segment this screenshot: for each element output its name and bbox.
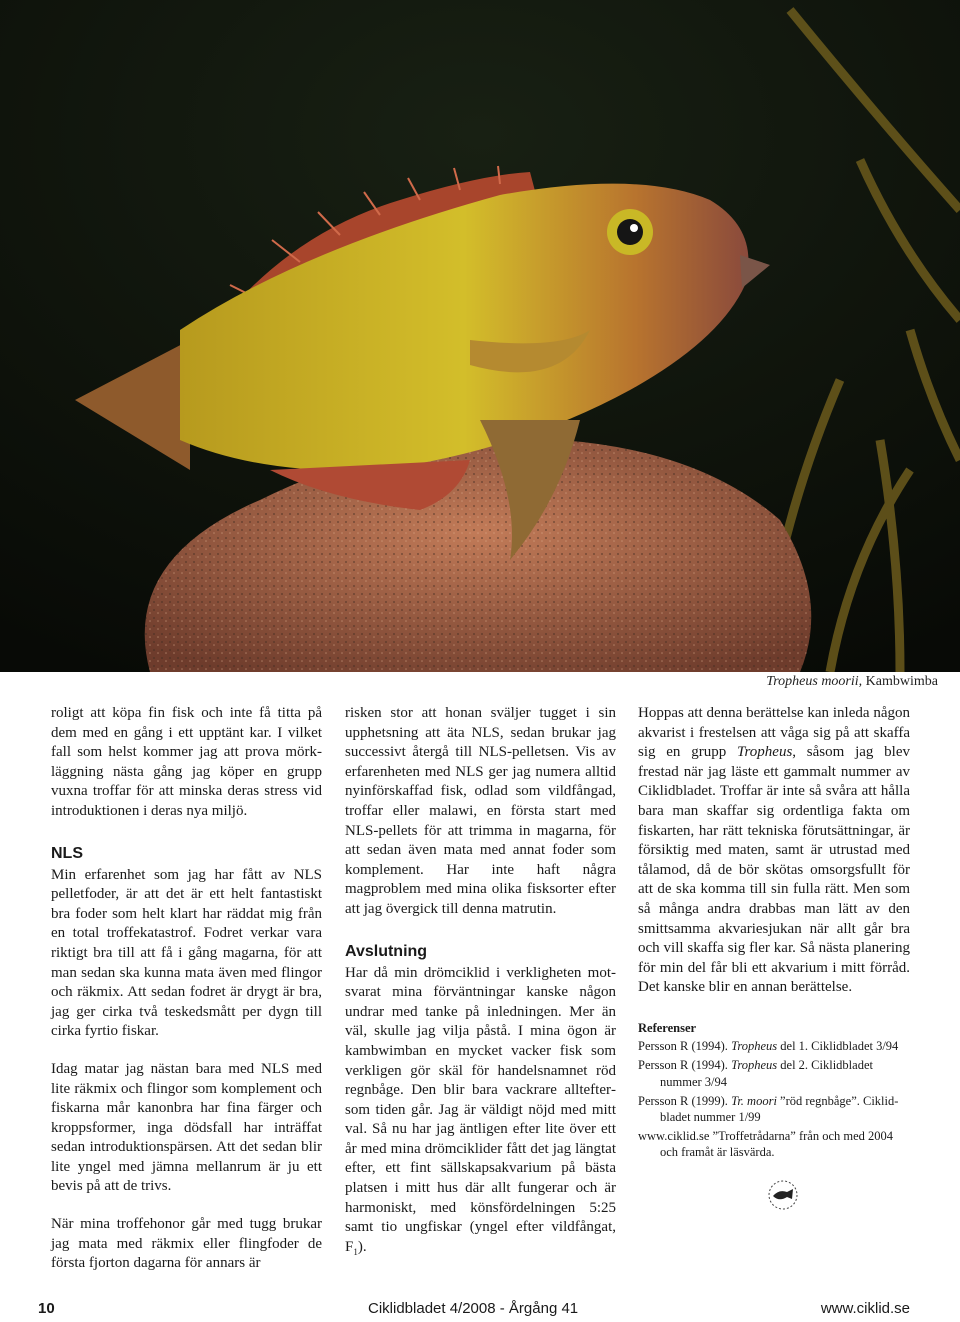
paragraph: När mina troffehonor går med tugg brukar jag mata med räkmix eller flingfoder de första fjorton dagarna för annars är <box>51 1216 322 1272</box>
website-link[interactable]: www.ciklid.se <box>820 1300 910 1317</box>
paragraph: risken stor att honan sväljer tugget i sin upphetsning att äta NLS, sedan brukar jag successivt återgå till NLS-pelletsen. Vis av erfarenheten med NLS ger jag numera alltid nyinförskaffad fisk, odlad som vildfångad, troffar eller malawi, en första start med NLS-pellets för att trimma in magarna, för att sedan även mata med annat foder som komplement. Har inte haft några magproblem med mina olika fisksorter efter att jag övergick till denna matrutin. <box>345 705 616 917</box>
reference-item: Persson R (1999). Tr. moori ”röd regnbåge”. Ciklidbladet nummer 1/99 <box>638 1093 899 1124</box>
paragraph: roligt att köpa fin fisk och inte få titta på dem med en gång i ett upptänt kar. I vilket fall som helst kommer jag att prova mörkläggning nästa gång jag köper en grupp vuxna troffar för att minska deras stress vid introduktionen i deras nya miljö. <box>51 705 322 819</box>
magazine-issue: Ciklidbladet 4/2008 - Årgång 41 <box>368 1300 579 1317</box>
paragraph: Min erfarenhet som jag har fått av NLS pelletfoder, är att det är ett helt fantastiskt bra foder som helt klart har räddat mig från en total troffekatastrof. Fodret verkar vara riktigt bra till att få i gång magarna, för att man sedan ska kunna mata även med flingor och räkmix. Att sedan fodret är drygt är bra, jag ger cirka två teskedsmått per dygn till cirka fyrtio fiskar. <box>51 866 322 1040</box>
reference-item: www.ciklid.se ”Troffetrådarna” från och med 2004 och framåt är läsvärda. <box>638 1129 894 1160</box>
references-title: Referenser <box>638 1020 697 1035</box>
paragraph: Hoppas att denna berättelse kan inleda någon akvarist i frestelsen att våga sig på att skaffa sig en grupp Tropheus, såsom jag blev frestad när jag läste ett gammalt nummer av Ciklidbladet. Troffar är inte så svåra att hålla bara man skaffar sig ordentliga fakta om fiskarten, har rätt tekniska förutsättningar, är försiktig med maten, samt är utrustad med tålamod, då de bör skötas omsorgsfullt för att de ska komma till sin fulla rätt. Men som så många andra drabbas man lätt av den smittsamma akvariesjukan när allt går bra och vill skaffa sig fler kar. Så nästa planering för min del får bli ett akvarium i mitt förråd. Det kanske blir en annan berättelse. <box>638 705 910 996</box>
article-column-1 <box>51 704 322 1274</box>
section-heading-nls: NLS <box>51 844 83 862</box>
paragraph: Idag matar jag nästan bara med NLS med lite räkmix och flingor som komplement och fiskarna mår kanonbra har fina färger och kroppsformer, inga dödsfall har inträffat sedan introduktionspärsen. Att det sedan blir lite yngel med jämna mellanrum är ju ett bevis på att de trivs. <box>51 1060 322 1195</box>
caption-species: Tropheus moorii, <box>766 674 863 689</box>
reference-item: Persson R (1994). Tropheus del 1. Ciklidbladet 3/94 <box>638 1039 899 1054</box>
paragraph: Har då min drömciklid i verkligheten motsvarat mina förväntningar kanske någon undrar med tanke på inledningen. Mer än väl, skulle jag vilja påstå. I mina ögon är kambwimban en mycket vacker fisk som verkligen gör skäl för handelsnamnet röd regnbåge. Den blir bara vackrare allteftersom tiden går. Jag är väldigt nöjd med mitt val. Så nu har jag äntligen efter lite över ett år med mina drömciklider fått det jag längtat efter, ett fint sällskapsakvarium på bästa platsen i mitt hus där allt fungerar och är harmoniskt, med könsfördelningen 5:25 samt tio ungfiskar (yngel efter vildfångat, $F_1$). <box>345 964 616 1257</box>
photo-caption <box>766 674 938 690</box>
ciklidbladet-logo-icon <box>763 1175 803 1215</box>
section-heading-avslutning: Avslutning <box>345 942 428 960</box>
page-number: 10 <box>38 1300 55 1317</box>
caption-location: Kambwimba <box>865 674 938 689</box>
article-column-3 <box>638 704 910 1164</box>
page-footer <box>0 1296 960 1322</box>
references <box>638 1020 910 1161</box>
article-column-2 <box>345 704 616 1262</box>
reference-item: Persson R (1994). Tropheus del 2. Ciklidbladet nummer 3/94 <box>638 1058 873 1089</box>
